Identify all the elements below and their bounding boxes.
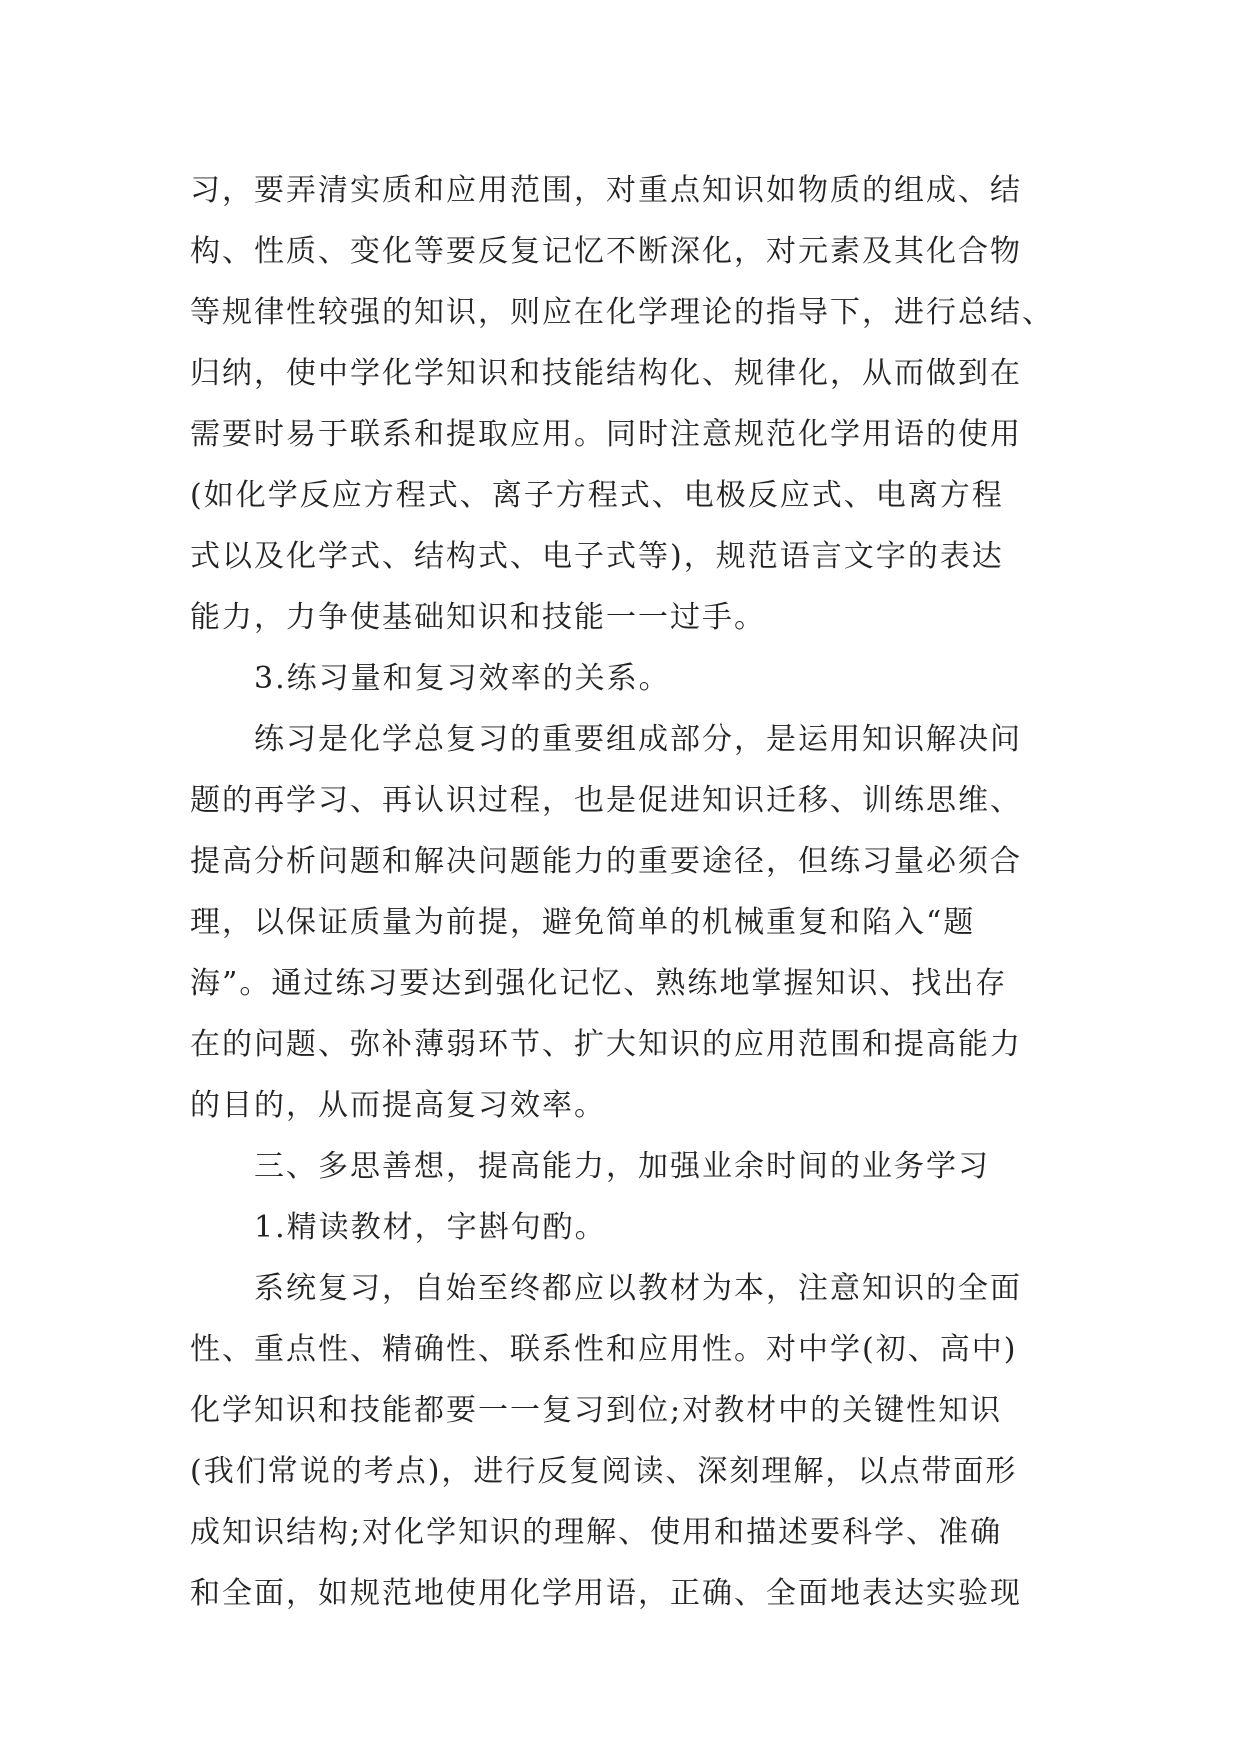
section-heading: 1.精读教材，字斟句酌。: [254, 1210, 607, 1245]
section-heading: 三、多思善想，提高能力，加强业余时间的业务学习: [254, 1149, 990, 1184]
text-line: 和全面，如规范地使用化学用语，正确、全面地表达实验现: [190, 1576, 1022, 1611]
text-line: (我们常说的考点)，进行反复阅读、深刻理解，以点带面形: [190, 1454, 1018, 1489]
text-line: 成知识结构;对化学知识的理解、使用和描述要科学、准确: [190, 1515, 1003, 1550]
section-heading: 3.练习量和复习效率的关系。: [254, 661, 671, 696]
text-line: 习，要弄清实质和应用范围，对重点知识如物质的组成、结: [190, 173, 1022, 208]
text-line: 等规律性较强的知识，则应在化学理论的指导下，进行总结、: [190, 295, 1054, 330]
body-text: [190, 160, 1070, 1624]
text-line: 能力，力争使基础知识和技能一一过手。: [190, 600, 766, 635]
text-line: 系统复习，自始至终都应以教材为本，注意知识的全面: [254, 1271, 1022, 1306]
text-line: 在的问题、弥补薄弱环节、扩大知识的应用范围和提高能力: [190, 1027, 1022, 1062]
text-line: 海”。通过练习要达到强化记忆、熟练地掌握知识、找出存: [190, 966, 1008, 1001]
text-line: 构、性质、变化等要反复记忆不断深化，对元素及其化合物: [190, 234, 1022, 269]
text-line: 提高分析问题和解决问题能力的重要途径，但练习量必须合: [190, 844, 1022, 879]
text-line: 理，以保证质量为前提，避免简单的机械重复和陷入“题: [190, 905, 976, 940]
text-line: 的目的，从而提高复习效率。: [190, 1088, 606, 1123]
text-line: (如化学反应方程式、离子方程式、电极反应式、电离方程: [190, 478, 1004, 513]
text-line: 化学知识和技能都要一一复习到位;对教材中的关键性知识: [190, 1393, 1003, 1428]
text-line: 性、重点性、精确性、联系性和应用性。对中学(初、高中): [190, 1332, 1018, 1367]
text-line: 归纳，使中学化学知识和技能结构化、规律化，从而做到在: [190, 356, 1022, 391]
text-line: 需要时易于联系和提取应用。同时注意规范化学用语的使用: [190, 417, 1022, 452]
text-line: 练习是化学总复习的重要组成部分，是运用知识解决问: [254, 722, 1022, 757]
text-line: 题的再学习、再认识过程，也是促进知识迁移、训练思维、: [190, 783, 1022, 818]
text-line: 式以及化学式、结构式、电子式等)，规范语言文字的表达: [190, 539, 1004, 574]
